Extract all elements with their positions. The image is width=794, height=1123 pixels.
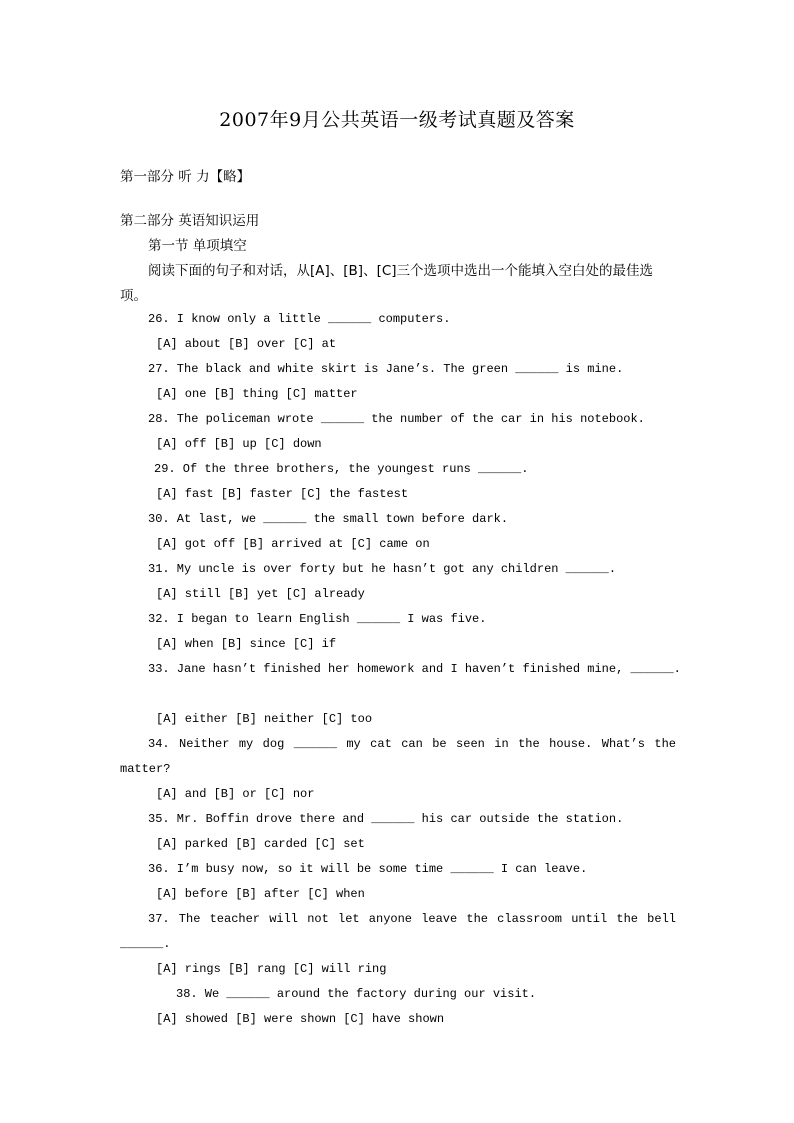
options-33: [A] either [B] neither [C] too [156, 712, 373, 726]
question-31: 31. My uncle is over forty but he hasn’t got any children ______. [148, 562, 617, 576]
question-33: 33. Jane hasn’t finished her homework and I haven’t finished mine, ______. [148, 662, 681, 676]
options-28: [A] off [B] up [C] down [156, 437, 322, 451]
options-26: [A] about [B] over [C] at [156, 337, 337, 351]
options-35: [A] parked [B] carded [C] set [156, 837, 365, 851]
instruction-line-1: 阅读下面的句子和对话，从[A]、[B]、[C]三个选项中选出一个能填入空白处的最佳选 [148, 263, 654, 279]
options-31: [A] still [B] yet [C] already [156, 587, 365, 601]
document-title: 2007年9月公共英语一级考试真题及答案 [219, 109, 575, 131]
options-37: [A] rings [B] rang [C] will ring [156, 962, 387, 976]
question-35: 35. Mr. Boffin drove there and ______ his car outside the station. [148, 812, 624, 826]
options-32: [A] when [B] since [C] if [156, 637, 337, 651]
question-37 [148, 912, 676, 926]
question-34-text: 34. Neither my dog ______ my cat can be seen in the house. What’s the [148, 737, 676, 751]
question-27: 27. The black and white skirt is Jane’s. The green ______ is mine. [148, 362, 624, 376]
question-30: 30. At last, we ______ the small town before dark. [148, 512, 509, 526]
question-29: 29. Of the three brothers, the youngest runs ______. [154, 462, 529, 476]
question-28: 28. The policeman wrote ______ the number of the car in his notebook. [148, 412, 645, 426]
question-34 [148, 737, 676, 751]
options-38: [A] showed [B] were shown [C] have shown [156, 1012, 445, 1026]
options-27: [A] one [B] thing [C] matter [156, 387, 358, 401]
question-32: 32. I began to learn English ______ I was five. [148, 612, 487, 626]
question-37-text: 37. The teacher will not let anyone leave the classroom until the bell [148, 912, 676, 926]
section1-heading: 第一节 单项填空 [148, 238, 247, 254]
options-30: [A] got off [B] arrived at [C] came on [156, 537, 430, 551]
options-34: [A] and [B] or [C] nor [156, 787, 315, 801]
options-29: [A] fast [B] faster [C] the fastest [156, 487, 409, 501]
question-34-continued: matter? [120, 762, 171, 776]
question-37-continued: ______. [120, 937, 171, 951]
question-26: 26. I know only a little ______ computers. [148, 312, 451, 326]
options-36: [A] before [B] after [C] when [156, 887, 365, 901]
instruction-line-2: 项。 [120, 288, 147, 304]
question-38: 38. We ______ around the factory during our visit. [176, 987, 537, 1001]
part2-heading: 第二部分 英语知识运用 [120, 213, 260, 229]
part1-heading: 第一部分 听 力【略】 [120, 169, 251, 185]
question-36: 36. I’m busy now, so it will be some time ______ I can leave. [148, 862, 588, 876]
